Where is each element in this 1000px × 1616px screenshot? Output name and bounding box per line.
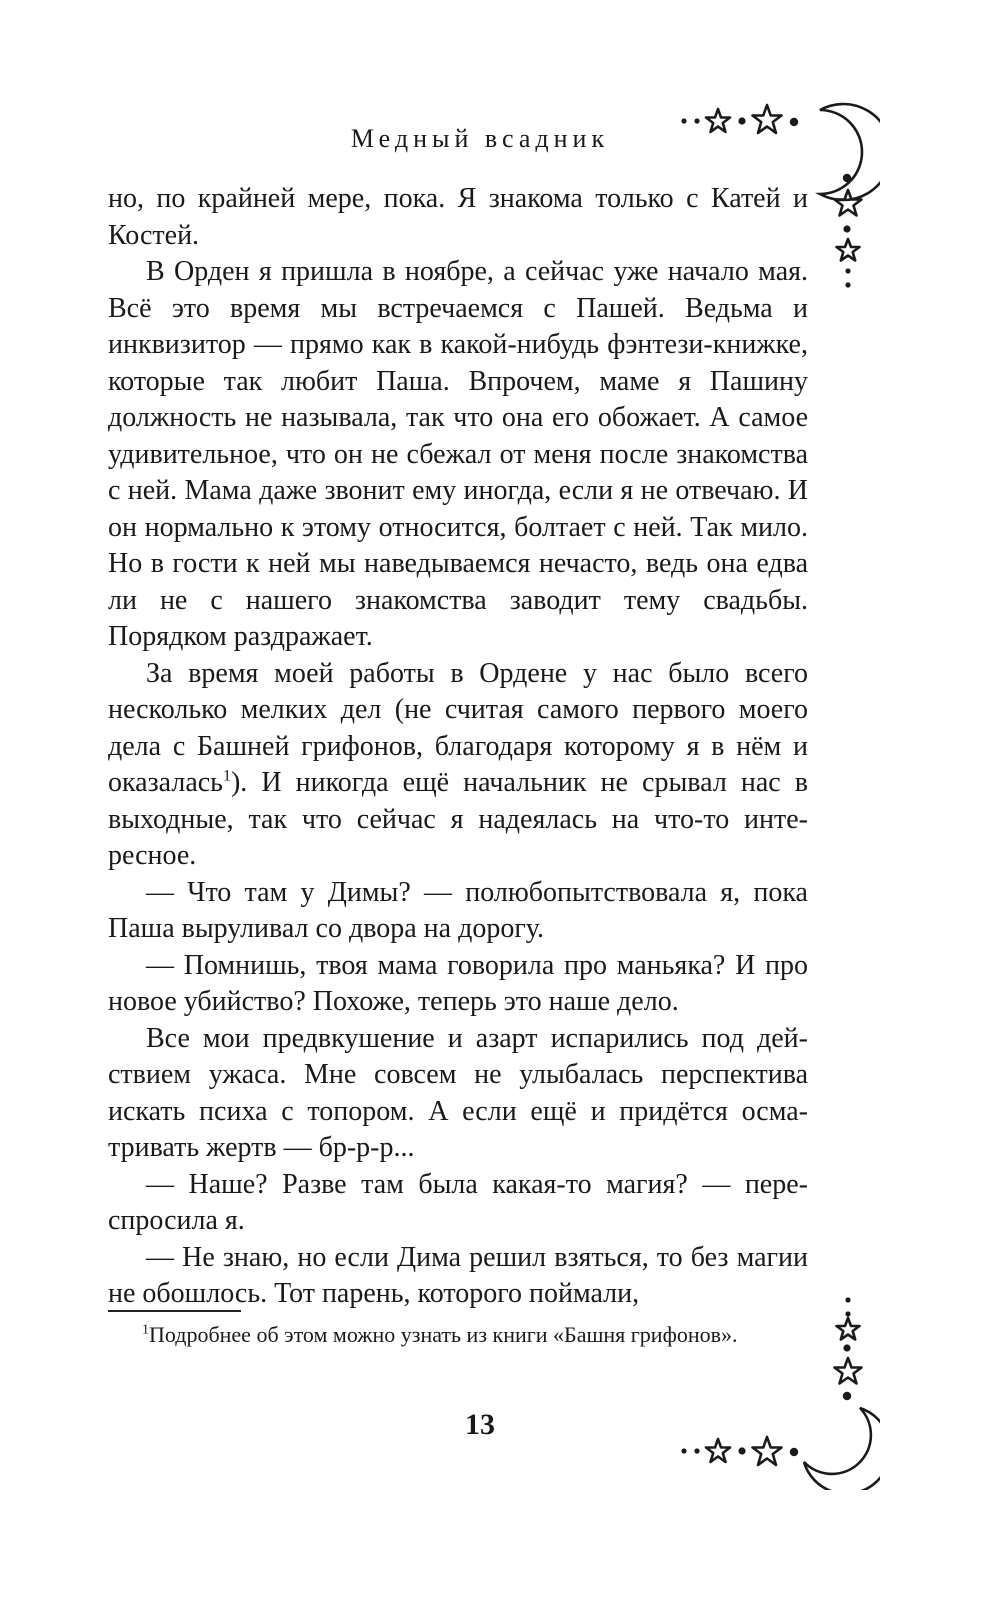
paragraph-text: ). И никогда ещё начальник не срывал нас в выходные, так что сейчас я надеялась на что-то интересное. [108, 767, 808, 871]
paragraph: В Орден я пришла в ноябре, а сейчас уже начало мая. Всё это время мы встречаемся с Пашей. Ведьма и инквизитор — прямо как в какой-нибудь фэнтези-книжке, которые так любит Паша. Впрочем, маме я Пашину должность не называла, так что она его обожает. А самое удивительное, что он не сбежал от меня после знакомства с ней. Мама даже звонит ему иногда, если я не отвечаю. И он нормально к этому относится, болтает с ней. Так мило. Но в гости к ней мы наведываемся нечасто, ведь она едва ли не с нашего знакомства заводит тему свадьбы. Порядком раздражает. [108, 256, 808, 652]
bottom-ornament-icon [670, 1290, 880, 1490]
running-head: Медный всадник [350, 124, 610, 153]
footnote-marker: 1 [142, 1322, 149, 1338]
footnote-divider [108, 1310, 241, 1312]
page-number: 13 [465, 1408, 495, 1441]
paragraph-text: За время моей работы в Ордене у нас было всего несколько мелких дел (не считая самого первого моего дела с Башней грифонов, благодаря которому я в нём и оказалась [108, 657, 808, 798]
footnote-reference[interactable]: 1 [222, 767, 231, 785]
paragraph: — Помнишь, твоя мама говорила про маньяка? И про новое убийство? Похоже, теперь это наше дело. [108, 949, 808, 1017]
paragraph [108, 656, 808, 875]
body-text [108, 181, 808, 1313]
footnote-text: Подробнее об этом можно узнать из книги «Башня грифонов». [149, 1322, 738, 1347]
paragraph: — Не знаю, но если Дима решил взяться, то без магии не обошлось. Тот парень, которого поймали, [108, 1241, 808, 1309]
paragraph: — Что там у Димы? — полюбопытствовала я, пока Паша выруливал со двора на дорогу. [108, 876, 808, 944]
paragraph: — Наше? Разве там была какая-то магия? — переспросила я. [108, 1168, 808, 1236]
paragraph: но, по крайней мере, пока. Я знакома только с Катей и Костей. [108, 183, 808, 251]
paragraph: Все мои предвкушение и азарт испарились под действием ужаса. Мне совсем не улыбалась перспектива искать психа с топором. А если ещё и придётся осматривать жертв — бр-р-р... [108, 1022, 808, 1163]
